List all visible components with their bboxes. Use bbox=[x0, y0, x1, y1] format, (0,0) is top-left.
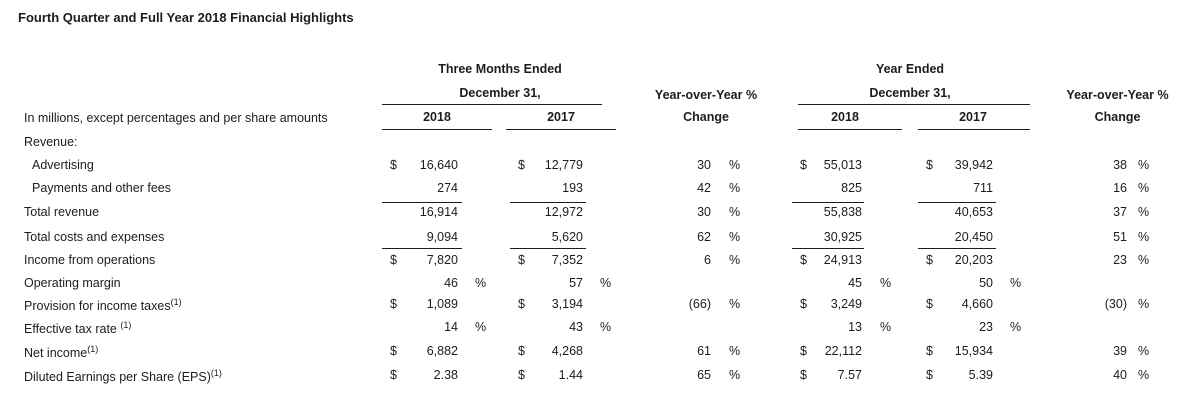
change-cell: 23 bbox=[1113, 253, 1127, 267]
value-cell: 3,194 bbox=[551, 297, 583, 311]
value-cell: 5,620 bbox=[551, 230, 583, 244]
percent-sign: % bbox=[1010, 276, 1022, 290]
dollar-sign: $ bbox=[390, 253, 397, 267]
change-cell: 42 bbox=[697, 181, 711, 195]
value-cell: 20,450 bbox=[954, 230, 993, 244]
percent-sign: % bbox=[729, 344, 741, 358]
value-cell: 57 bbox=[569, 276, 583, 290]
value-cell: 825 bbox=[841, 181, 862, 195]
row-label-op-margin: Operating margin bbox=[24, 276, 121, 290]
value-cell: 7,820 bbox=[426, 253, 458, 267]
change-cell: (30) bbox=[1104, 297, 1127, 311]
percent-sign: % bbox=[600, 320, 612, 334]
row-label-total-revenue: Total revenue bbox=[24, 205, 100, 219]
percent-sign: % bbox=[729, 230, 741, 244]
percent-sign: % bbox=[729, 205, 741, 219]
value-cell: 274 bbox=[437, 181, 458, 195]
dollar-sign: $ bbox=[800, 297, 807, 311]
percent-sign: % bbox=[600, 276, 612, 290]
change-cell: 6 bbox=[704, 253, 711, 267]
row-label-provision: Provision for income taxes$^{(1)}$ bbox=[24, 297, 182, 314]
subtotal-rule bbox=[918, 248, 996, 249]
value-cell: 1,089 bbox=[426, 297, 458, 311]
dollar-sign: $ bbox=[518, 344, 525, 358]
value-cell: 50 bbox=[979, 276, 993, 290]
subtotal-rule bbox=[382, 202, 462, 203]
subtotal-rule bbox=[510, 248, 586, 249]
change-cell: 62 bbox=[697, 230, 711, 244]
value-cell: 2.38 bbox=[433, 368, 458, 382]
change-cell: 61 bbox=[697, 344, 711, 358]
change-cell: 51 bbox=[1113, 230, 1127, 244]
year-ended-rule bbox=[798, 104, 1030, 105]
dollar-sign: $ bbox=[518, 297, 525, 311]
percent-sign: % bbox=[880, 320, 892, 334]
value-cell: 14 bbox=[444, 320, 458, 334]
value-cell: 4,268 bbox=[551, 344, 583, 358]
dollar-sign: $ bbox=[926, 253, 933, 267]
percent-sign: % bbox=[729, 253, 741, 267]
row-label-total-costs: Total costs and expenses bbox=[24, 230, 165, 244]
three-months-header: Three Months Ended bbox=[438, 62, 562, 76]
change-cell: 39 bbox=[1113, 344, 1127, 358]
row-label-tax-rate: Effective tax rate $^{(1)}$ bbox=[24, 320, 132, 337]
percent-sign: % bbox=[1138, 297, 1150, 311]
value-cell: 4,660 bbox=[961, 297, 993, 311]
change-cell: 16 bbox=[1113, 181, 1127, 195]
value-cell: 55,838 bbox=[823, 205, 862, 219]
dollar-sign: $ bbox=[390, 297, 397, 311]
page-title: Fourth Quarter and Full Year 2018 Financial Highlights bbox=[18, 10, 354, 25]
value-cell: 40,653 bbox=[954, 205, 993, 219]
row-label-advertising: Advertising bbox=[32, 158, 94, 172]
row-label-revenue: Revenue: bbox=[24, 135, 78, 149]
dollar-sign: $ bbox=[518, 368, 525, 382]
percent-sign: % bbox=[729, 181, 741, 195]
percent-sign: % bbox=[880, 276, 892, 290]
row-label-payments: Payments and other fees bbox=[32, 181, 171, 195]
value-cell: 45 bbox=[848, 276, 862, 290]
value-cell: 13 bbox=[848, 320, 862, 334]
col-2017-q-rule bbox=[506, 129, 616, 130]
subtotal-rule bbox=[792, 248, 864, 249]
value-cell: 711 bbox=[973, 181, 993, 195]
percent-sign: % bbox=[1010, 320, 1022, 334]
dollar-sign: $ bbox=[390, 344, 397, 358]
percent-sign: % bbox=[1138, 158, 1150, 172]
yoy-header-q: Year-over-Year % bbox=[654, 88, 758, 102]
row-label-income-ops: Income from operations bbox=[24, 253, 156, 267]
three-months-rule bbox=[382, 104, 602, 105]
value-cell: 30,925 bbox=[823, 230, 862, 244]
percent-sign: % bbox=[475, 276, 487, 290]
dollar-sign: $ bbox=[390, 368, 397, 382]
change-cell: (66) bbox=[688, 297, 711, 311]
value-cell: 7,352 bbox=[551, 253, 583, 267]
value-cell: 46 bbox=[444, 276, 458, 290]
subtotal-rule bbox=[510, 202, 586, 203]
row-label-header: In millions, except percentages and per share amounts bbox=[24, 111, 328, 125]
row-label-net-income: Net income$^{(1)}$ bbox=[24, 344, 99, 361]
change-cell: 40 bbox=[1113, 368, 1127, 382]
dollar-sign: $ bbox=[926, 297, 933, 311]
value-cell: 193 bbox=[562, 181, 583, 195]
value-cell: 15,934 bbox=[954, 344, 993, 358]
dollar-sign: $ bbox=[926, 158, 933, 172]
col-2017-y-rule bbox=[918, 129, 1030, 130]
subtotal-rule bbox=[918, 202, 996, 203]
dollar-sign: $ bbox=[518, 158, 525, 172]
value-cell: 43 bbox=[569, 320, 583, 334]
yoy-header-y: Year-over-Year % bbox=[1066, 88, 1169, 102]
subtotal-rule bbox=[792, 202, 864, 203]
col-2017-q: 2017 bbox=[547, 110, 575, 124]
year-ended-subheader: December 31, bbox=[869, 86, 951, 100]
dollar-sign: $ bbox=[800, 158, 807, 172]
dollar-sign: $ bbox=[926, 344, 933, 358]
three-months-subheader: December 31, bbox=[459, 86, 541, 100]
value-cell: 1.44 bbox=[558, 368, 583, 382]
percent-sign: % bbox=[1138, 230, 1150, 244]
col-2018-y: 2018 bbox=[831, 110, 859, 124]
value-cell: 39,942 bbox=[954, 158, 993, 172]
yoy-subheader-y: Change bbox=[1094, 110, 1141, 124]
dollar-sign: $ bbox=[800, 253, 807, 267]
col-2018-q: 2018 bbox=[423, 110, 451, 124]
value-cell: 7.57 bbox=[837, 368, 862, 382]
value-cell: 3,249 bbox=[830, 297, 862, 311]
subtotal-rule bbox=[382, 248, 462, 249]
dollar-sign: $ bbox=[518, 253, 525, 267]
percent-sign: % bbox=[729, 368, 741, 382]
value-cell: 9,094 bbox=[426, 230, 458, 244]
percent-sign: % bbox=[729, 158, 741, 172]
change-cell: 37 bbox=[1113, 205, 1127, 219]
dollar-sign: $ bbox=[800, 368, 807, 382]
value-cell: 16,640 bbox=[419, 158, 458, 172]
row-label-eps: Diluted Earnings per Share (EPS)$^{(1)}$ bbox=[24, 368, 222, 385]
col-2018-q-rule bbox=[382, 129, 492, 130]
percent-sign: % bbox=[1138, 253, 1150, 267]
value-cell: 55,013 bbox=[823, 158, 862, 172]
value-cell: 12,972 bbox=[544, 205, 583, 219]
dollar-sign: $ bbox=[926, 368, 933, 382]
value-cell: 23 bbox=[979, 320, 993, 334]
value-cell: 5.39 bbox=[968, 368, 993, 382]
percent-sign: % bbox=[729, 297, 741, 311]
value-cell: 16,914 bbox=[419, 205, 458, 219]
percent-sign: % bbox=[1138, 368, 1150, 382]
value-cell: 22,112 bbox=[824, 344, 862, 358]
percent-sign: % bbox=[1138, 205, 1150, 219]
change-cell: 30 bbox=[697, 205, 711, 219]
dollar-sign: $ bbox=[390, 158, 397, 172]
value-cell: 12,779 bbox=[544, 158, 583, 172]
col-2017-y: 2017 bbox=[959, 110, 987, 124]
year-ended-header: Year Ended bbox=[875, 62, 945, 76]
value-cell: 20,203 bbox=[954, 253, 993, 267]
col-2018-y-rule bbox=[798, 129, 902, 130]
percent-sign: % bbox=[1138, 181, 1150, 195]
percent-sign: % bbox=[475, 320, 487, 334]
dollar-sign: $ bbox=[800, 344, 807, 358]
value-cell: 6,882 bbox=[426, 344, 458, 358]
change-cell: 65 bbox=[697, 368, 711, 382]
change-cell: 30 bbox=[697, 158, 711, 172]
percent-sign: % bbox=[1138, 344, 1150, 358]
change-cell: 38 bbox=[1113, 158, 1127, 172]
yoy-subheader-q: Change bbox=[683, 110, 729, 124]
value-cell: 24,913 bbox=[823, 253, 862, 267]
